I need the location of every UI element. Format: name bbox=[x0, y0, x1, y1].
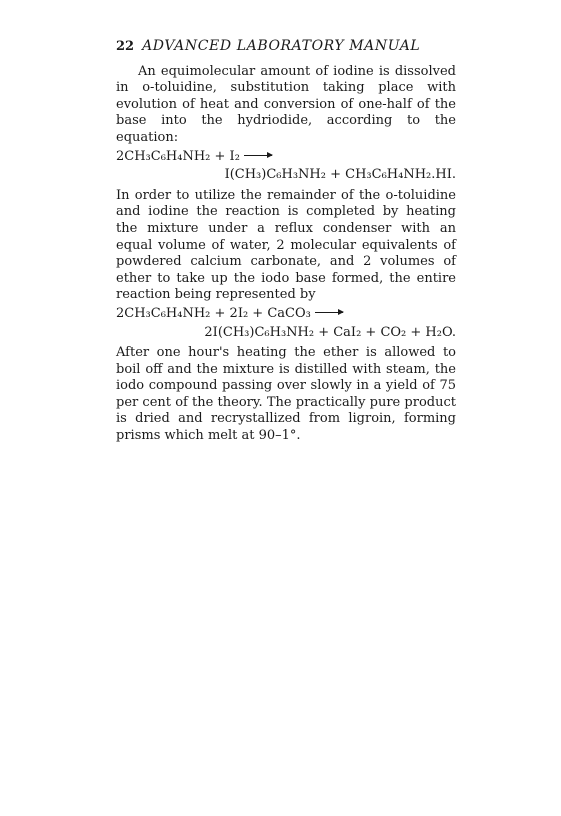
equation-1-products: I(CH₃)C₆H₃NH₂ + CH₃C₆H₄NH₂.HI. bbox=[224, 167, 456, 183]
running-head bbox=[116, 38, 456, 56]
paragraph-reaction-completion: In order to utilize the remainder of the o-toluidine and iodine the reaction is completed by heating the mixture under a reflux condenser with an equal volume of water, 2 molecular equivalents of powdered calcium carbonate, and 2 volumes of ether to take up the iodo base formed, the entire reaction being represented by bbox=[116, 187, 456, 303]
equation-1-reactants-text: 2CH₃C₆H₄NH₂ + I₂ bbox=[116, 148, 240, 164]
paragraph-steam-distillation: After one hour's heating the ether is allowed to boil off and the mixture is distilled with steam, the iodo compound passing over slowly in a yield of 75 per cent of the theory. The practically pure product is dried and recrystallized from ligroin, forming prisms which melt at 90–1°. bbox=[116, 345, 456, 444]
equation-2-products: 2I(CH₃)C₆H₃NH₂ + CaI₂ + CO₂ + H₂O. bbox=[204, 324, 456, 340]
book-page bbox=[116, 38, 456, 445]
running-title: ADVANCED LABORATORY MANUAL bbox=[142, 38, 421, 54]
equation-2-reactants bbox=[116, 306, 456, 323]
equation-2-reactants-text: 2CH₃C₆H₄NH₂ + 2I₂ + CaCO₃ bbox=[116, 305, 311, 321]
equation-1-reactants bbox=[116, 149, 456, 166]
page-number: 22 bbox=[116, 39, 135, 54]
reaction-arrow-icon bbox=[244, 155, 272, 156]
reaction-arrow-icon bbox=[315, 312, 343, 313]
paragraph-iodine-dissolution: An equimolecular amount of iodine is dissolved in o-toluidine, substitution taking place with evolution of heat and conversion of one-half of the base into the hydriodide, according to the equation: bbox=[116, 63, 456, 145]
